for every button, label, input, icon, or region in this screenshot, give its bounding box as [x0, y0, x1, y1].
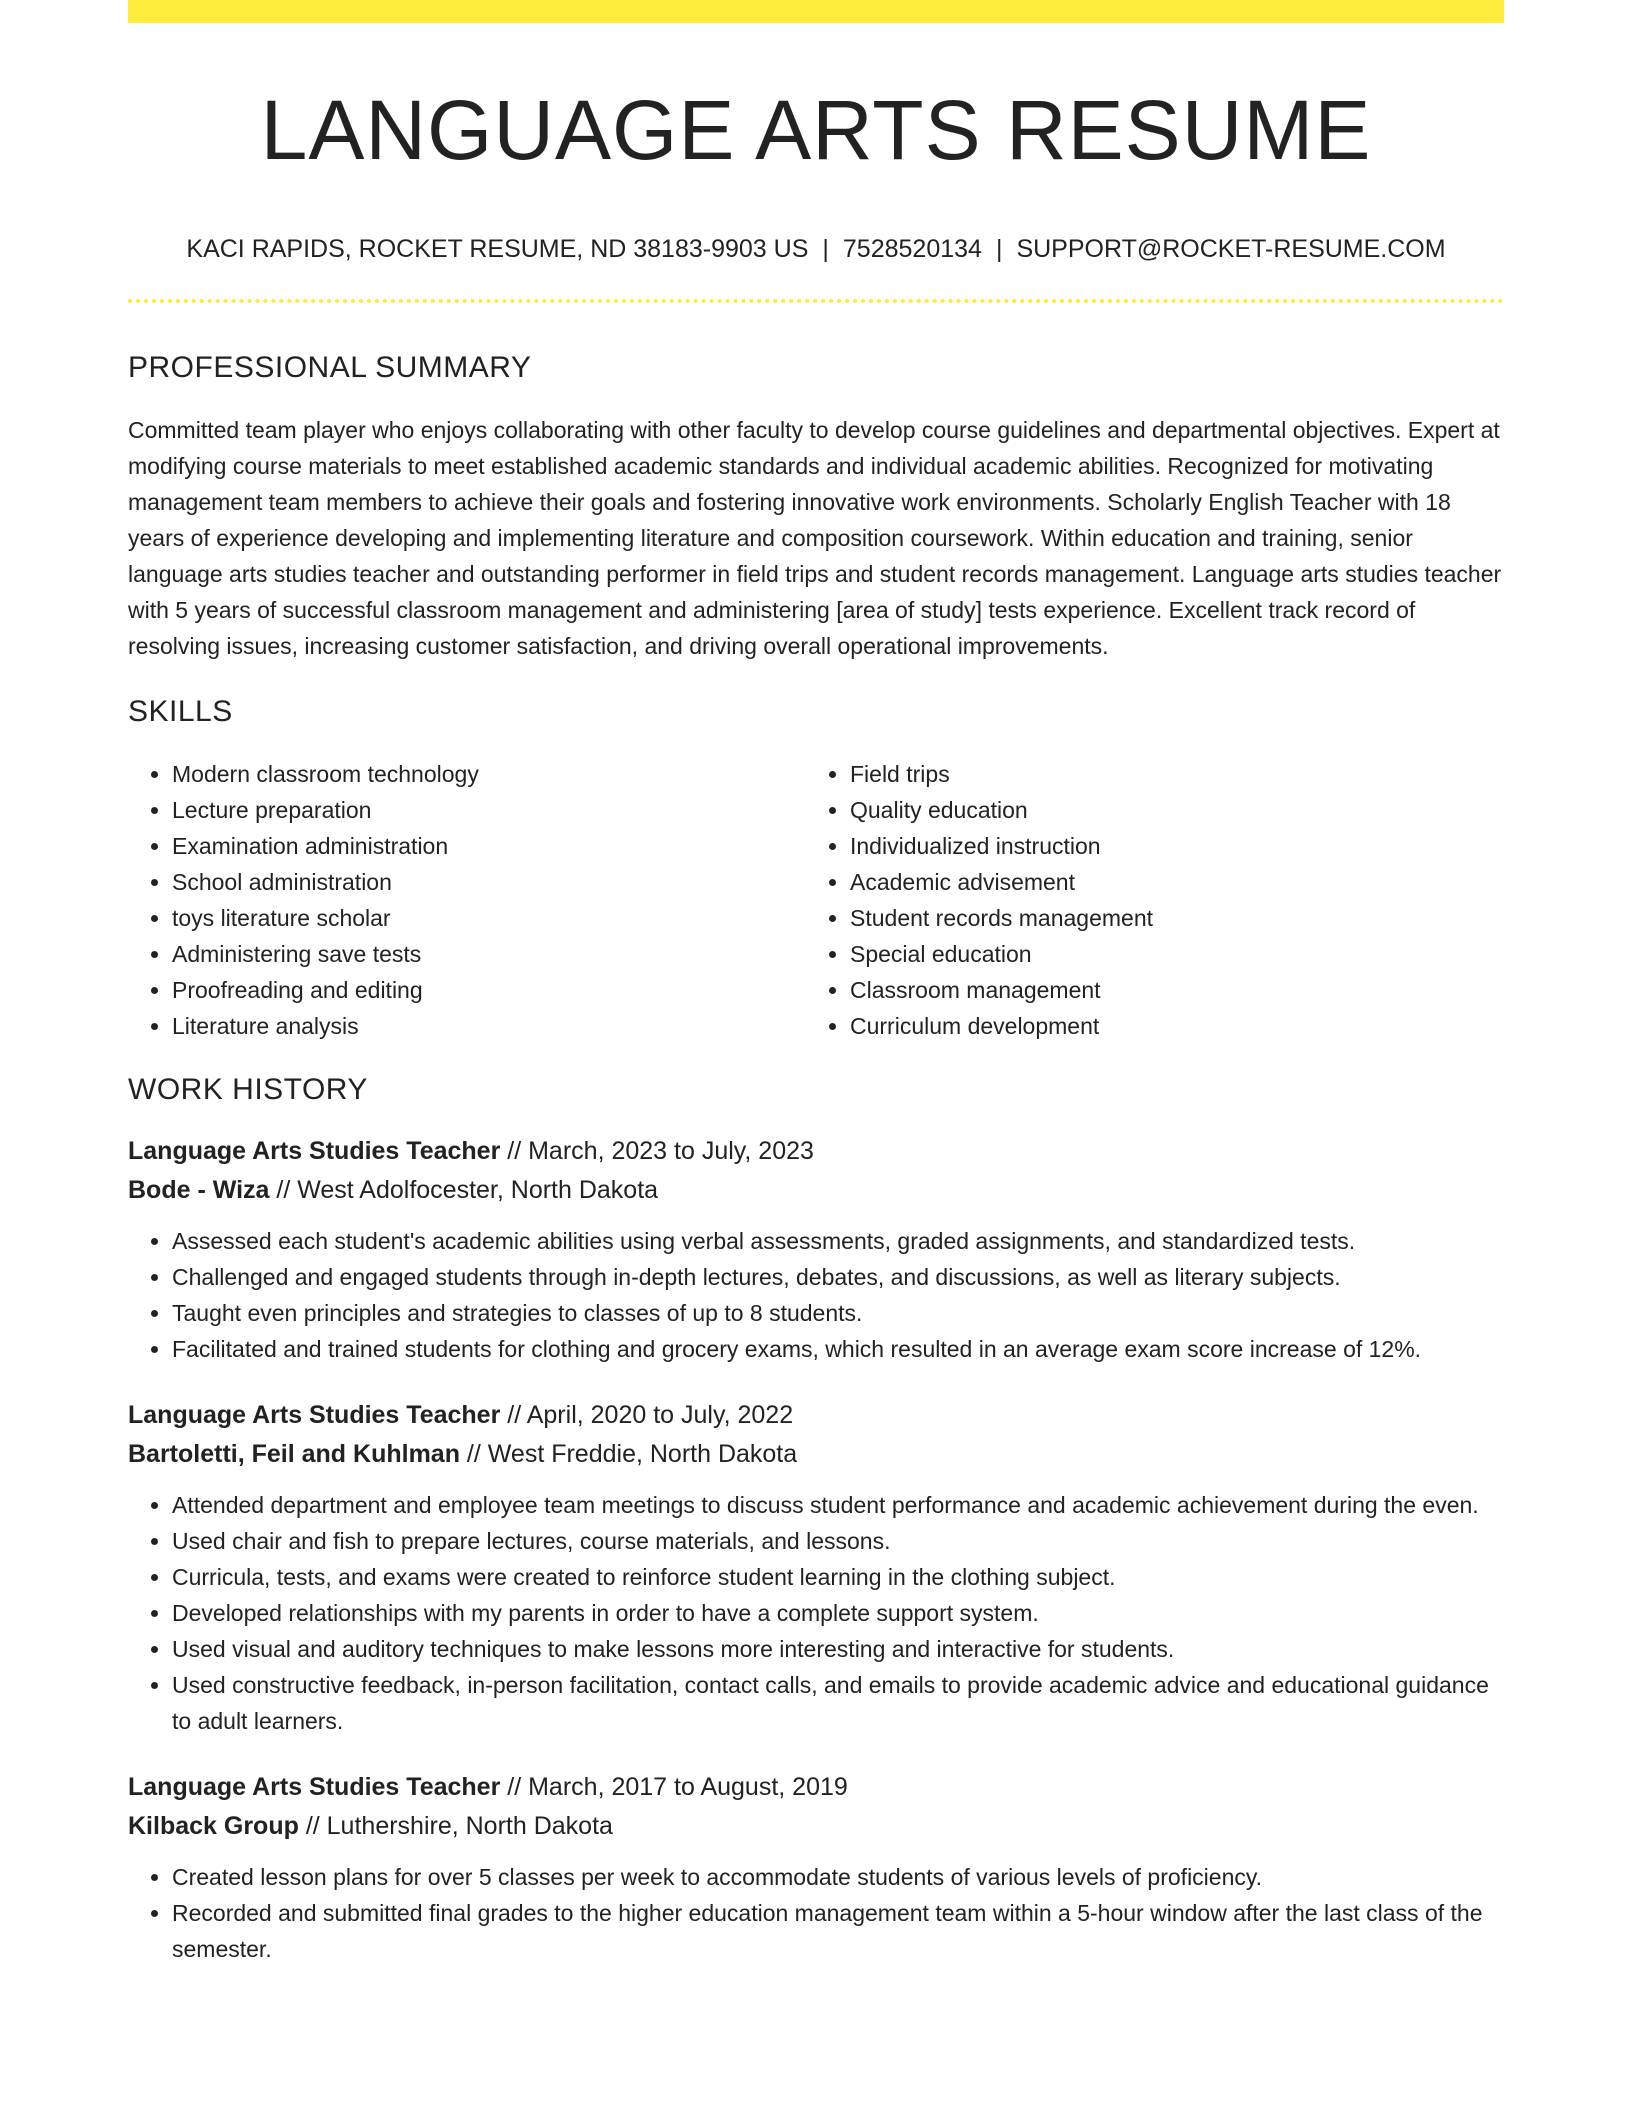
job-entry [128, 1132, 1504, 1367]
job-bullet: • Used visual and auditory techniques to make lessons more interesting and interactive for students. [172, 1631, 1504, 1667]
job-company: Bartoletti, Feil and Kuhlman [128, 1440, 460, 1468]
skill-item: • Lecture preparation [172, 792, 806, 828]
job-bullet: • Facilitated and trained students for clothing and grocery exams, which resulted in an average exam score increase of 12%. [172, 1331, 1504, 1367]
job-location: // Luthershire, North Dakota [298, 1812, 613, 1840]
job-bullet: • Attended department and employee team meetings to discuss student performance and academic achievement during the even. [172, 1487, 1504, 1523]
job-bullet: • Recorded and submitted final grades to the higher education management team within a 5-hour window after the last class of the semester. [172, 1895, 1504, 1967]
job-bullet: • Challenged and engaged students through in-depth lectures, debates, and discussions, as well as literary subjects. [172, 1259, 1504, 1295]
job-entry [128, 1768, 1504, 1967]
job-bullet: • Created lesson plans for over 5 classes per week to accommodate students of various levels of proficiency. [172, 1859, 1504, 1895]
skill-item: • Literature analysis [172, 1008, 806, 1044]
skills-column-left [128, 756, 806, 1044]
resume-title: LANGUAGE ARTS RESUME [260, 83, 1372, 177]
job-location: // West Freddie, North Dakota [459, 1440, 798, 1468]
skill-item: • Student records management [850, 900, 1484, 936]
job-company: Bode - Wiza [128, 1176, 270, 1204]
skills-heading: SKILLS [128, 695, 233, 728]
job-header [128, 1396, 1504, 1474]
contact-phone: 7528520134 [842, 235, 982, 263]
job-dates: // April, 2020 to July, 2022 [500, 1401, 794, 1429]
skill-item: • Field trips [850, 756, 1484, 792]
job-bullet: • Used constructive feedback, in-person facilitation, contact calls, and emails to provide academic advice and educational guidance to adult learners. [172, 1667, 1504, 1739]
contact-email: SUPPORT@ROCKET-RESUME.COM [1016, 235, 1446, 263]
skills-column-right [806, 756, 1484, 1044]
skill-item: • Examination administration [172, 828, 806, 864]
job-entry [128, 1396, 1504, 1739]
contact-address: KACI RAPIDS, ROCKET RESUME, ND 38183-9903 US [186, 235, 809, 263]
skill-item: • Special education [850, 936, 1484, 972]
skill-item: • School administration [172, 864, 806, 900]
job-title: Language Arts Studies Teacher [128, 1137, 501, 1165]
skill-item: • Administering save tests [172, 936, 806, 972]
skill-item: • Curriculum development [850, 1008, 1484, 1044]
job-bullet: • Curricula, tests, and exams were created to reinforce student learning in the clothing subject. [172, 1559, 1504, 1595]
job-bullet: • Developed relationships with my parents in order to have a complete support system. [172, 1595, 1504, 1631]
skill-item: • Individualized instruction [850, 828, 1484, 864]
contact-separator: | [995, 235, 1003, 263]
summary-heading: PROFESSIONAL SUMMARY [128, 351, 532, 384]
job-header [128, 1132, 1504, 1210]
contact-separator: | [822, 235, 829, 263]
skill-item: • Modern classroom technology [172, 756, 806, 792]
skill-item: • toys literature scholar [172, 900, 806, 936]
skills-list [128, 756, 1504, 1044]
job-bullet: • Used chair and fish to prepare lectures, course materials, and lessons. [172, 1523, 1504, 1559]
dotted-divider [128, 299, 1504, 303]
job-bullets [128, 1487, 1504, 1739]
skill-item: • Proofreading and editing [172, 972, 806, 1008]
work-history-heading: WORK HISTORY [128, 1073, 368, 1106]
skill-item: • Classroom management [850, 972, 1484, 1008]
skill-item: • Quality education [850, 792, 1484, 828]
job-title: Language Arts Studies Teacher [128, 1401, 501, 1429]
job-bullet: • Taught even principles and strategies to classes of up to 8 students. [172, 1295, 1504, 1331]
job-company: Kilback Group [128, 1812, 299, 1840]
summary-text: Committed team player who enjoys collaborating with other faculty to develop course guidelines and departmental objectives. Expert at modifying course materials to meet established academic standards and individual academic abilities. Recognized for motivating management team members to achieve their goals and fostering innovative work environments. Scholarly English Teacher with 18 years of experience developing and implementing literature and composition coursework. Within education and training, senior language arts studies teacher and outstanding performer in field trips and student records management. Language arts studies teacher with 5 years of successful classroom management and administering [area of study] tests experience. Excellent track record of resolving issues, increasing customer satisfaction, and driving overall operational improvements. [128, 417, 1502, 659]
job-bullets [128, 1859, 1504, 1967]
job-bullet: • Assessed each student's academic abilities using verbal assessments, graded assignments, and standardized tests. [172, 1223, 1504, 1259]
job-dates: // March, 2023 to July, 2023 [500, 1137, 814, 1165]
skill-item: • Academic advisement [850, 864, 1484, 900]
resume-content [128, 0, 1504, 1967]
job-bullets [128, 1223, 1504, 1367]
job-title: Language Arts Studies Teacher [128, 1773, 501, 1801]
job-location: // West Adolfocester, North Dakota [269, 1176, 659, 1204]
job-dates: // March, 2017 to August, 2019 [500, 1773, 848, 1801]
job-header [128, 1768, 1504, 1846]
contact-line [128, 232, 1504, 266]
